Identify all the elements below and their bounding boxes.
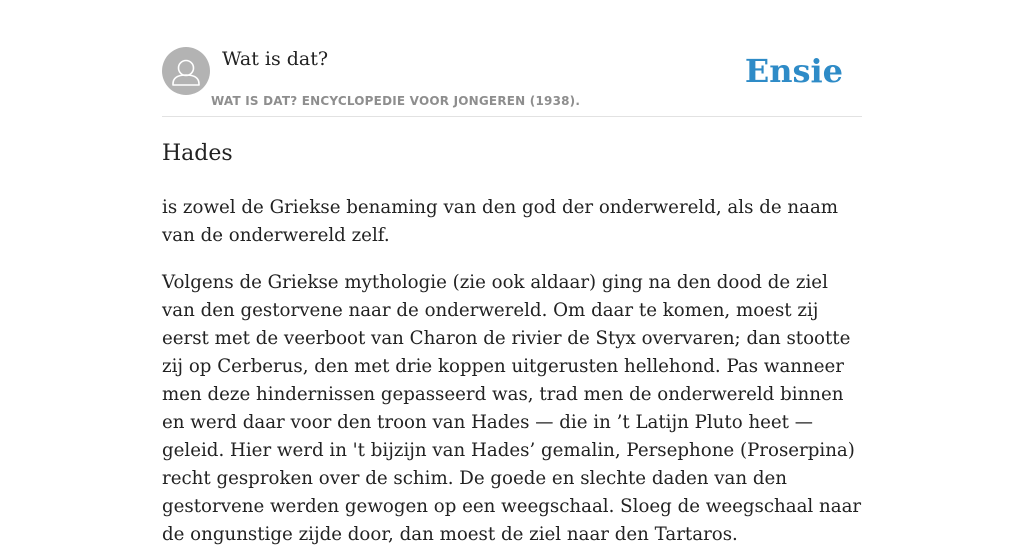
article-paragraph: Volgens de Griekse mythologie (zie ook aldaar) ging na den dood de ziel van den gestorvene naar de onderwereld. Om daar te komen, moest zij eerst met de veerboot van Charon de rivier de Styx overvaren; dan stootte zij op Cerberus, den met drie koppen uitgerusten hellehond. Pas wanneer men deze hindernissen gepasseerd was, trad men de onderwereld binnen en werd daar voor den troon van Hades — die in ’t Latijn Pluto heet — geleid. Hier werd in 't bijzijn van Hades’ gemalin, Persephone (Proserpina) recht gesproken over de schim. De goede en slechte daden van den gestorvene werden gewogen op een weegschaal. Sloeg de weegschaal naar de ongunstige zijde door, dan moest de ziel naar den Tartaros.: [162, 272, 862, 545]
ensie-logo[interactable]: Ensie: [744, 52, 843, 90]
source-header: [162, 44, 862, 117]
user-icon-glyph: [162, 47, 210, 95]
user-icon[interactable]: [162, 47, 210, 95]
article: [162, 138, 864, 549]
source-title[interactable]: Wat is dat?: [222, 48, 329, 70]
article-paragraph: is zowel de Griekse benaming van den god der onderwereld, als de naam van de onderwereld zelf.: [162, 197, 839, 246]
article-headword: Hades: [162, 141, 233, 166]
source-subtitle[interactable]: WAT IS DAT? ENCYCLOPEDIE VOOR JONGEREN (1938).: [211, 94, 581, 108]
